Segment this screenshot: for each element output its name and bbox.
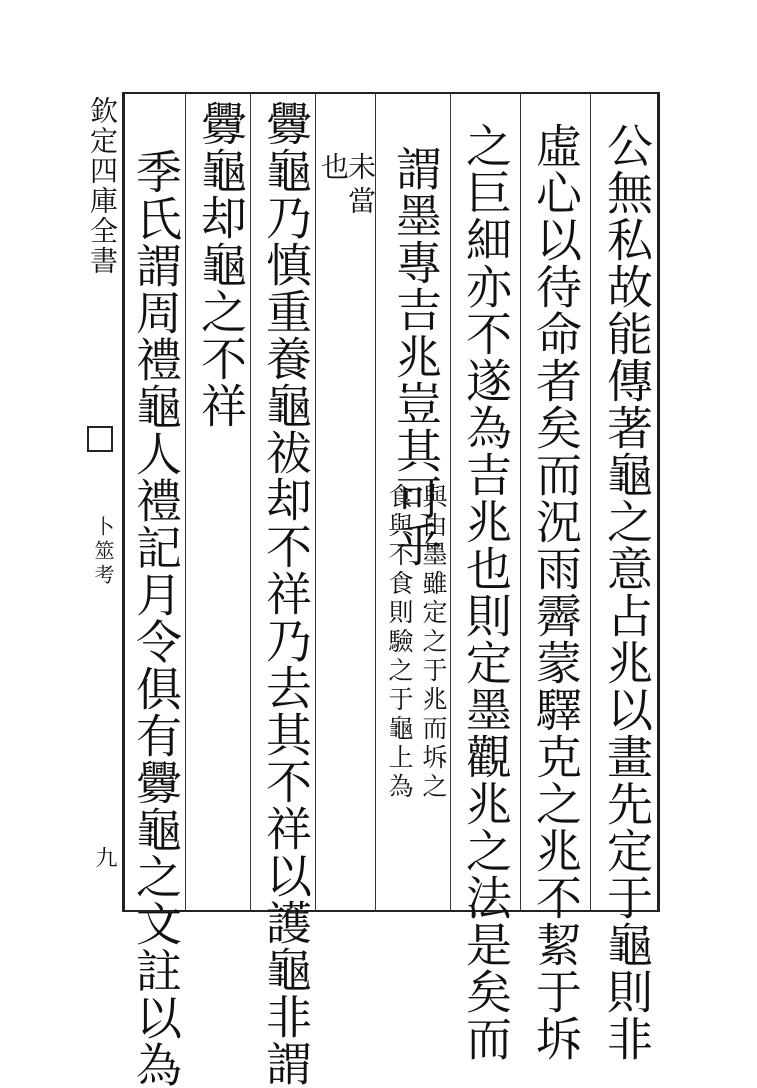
text-column-7: 季氏謂周禮龜人禮記月令俱有釁龜之文註以為 xyxy=(129,148,183,1088)
chapter-title: 卜筮考 xyxy=(91,516,115,588)
commentary-line-2: 食與不食則驗之于龜上為 xyxy=(385,483,414,802)
column-rule xyxy=(315,92,316,912)
annotation-column-2: 也 xyxy=(317,152,350,186)
column-rule xyxy=(450,92,451,912)
book-title: 欽定四庫全書 xyxy=(86,96,119,276)
text-column-2: 虛心以待命者矣而況雨霽蒙驛克之兆不絜于坼 xyxy=(529,122,583,1062)
text-column-6: 釁龜却龜之不祥 xyxy=(194,100,248,429)
column-rule xyxy=(520,92,521,912)
text-column-5: 釁龜乃慎重養龜祓却不祥乃去其不祥以護龜非謂 xyxy=(259,100,313,1087)
text-column-4: 謂墨專吉兆豈其可乎 xyxy=(389,145,443,568)
text-column-3: 之巨細亦不遂為吉兆也則定墨觀兆之法是矣而 xyxy=(459,122,513,1062)
annotation-column-1: 未當 xyxy=(344,152,377,220)
text-column-1: 公無私故能傳著龜之意占兆以畫先定于龜則非 xyxy=(600,122,654,1062)
fishtail-mark xyxy=(87,426,113,452)
column-rule xyxy=(185,92,186,912)
column-rule xyxy=(250,92,251,912)
commentary-line-1: 與由墨雖定之于兆而坼之 xyxy=(419,483,448,802)
column-rule xyxy=(590,92,591,912)
spine-margin xyxy=(85,96,119,916)
page-number: 九 xyxy=(92,846,117,868)
